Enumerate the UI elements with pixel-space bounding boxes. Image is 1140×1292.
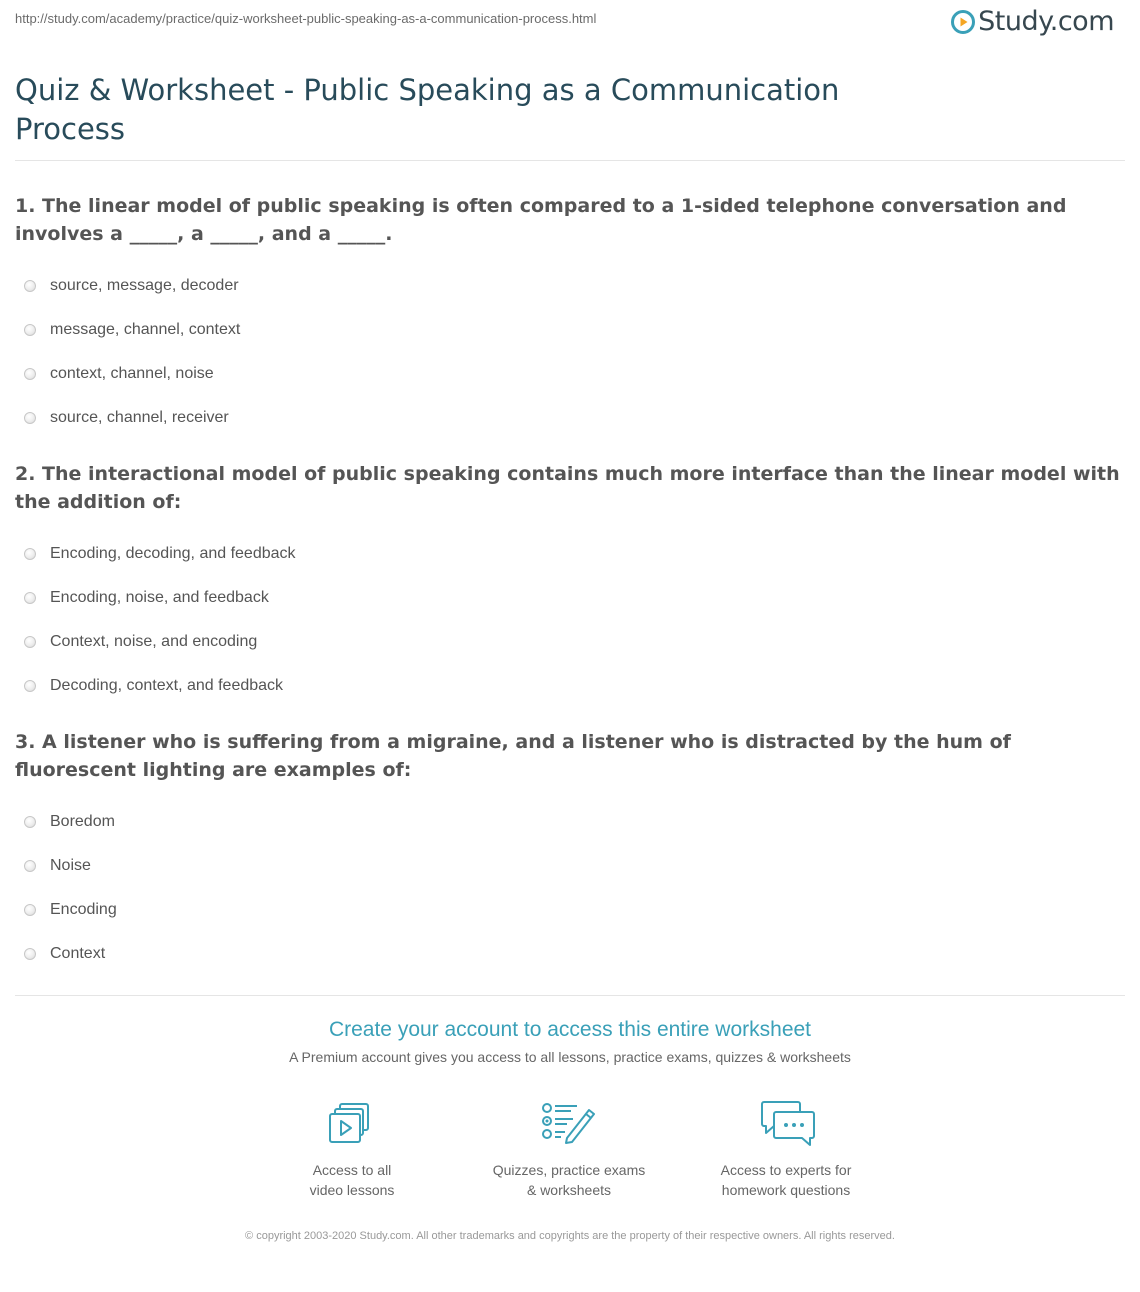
- answer-label: Context, noise, and encoding: [50, 633, 258, 650]
- video-lessons-icon: [320, 1100, 384, 1148]
- answer-label: Context: [50, 945, 106, 962]
- answer-option[interactable]: [15, 264, 1125, 308]
- answer-label: source, channel, receiver: [50, 409, 229, 426]
- answer-label: Noise: [50, 857, 91, 874]
- answer-label: context, channel, noise: [50, 365, 214, 382]
- radio-button[interactable]: [24, 948, 36, 960]
- feature-experts: [686, 1100, 886, 1200]
- radio-button[interactable]: [24, 816, 36, 828]
- question-text: 3. A listener who is suffering from a migraine, and a listener who is distracted by the hum of fluorescent lighting are examples of:: [15, 731, 1011, 781]
- copyright-text: © copyright 2003-2020 Study.com. All other trademarks and copyrights are the property of their respective owners. All rights reserved.: [245, 1230, 895, 1242]
- page-title: Quiz & Worksheet - Public Speaking as a Communication Process: [15, 73, 840, 146]
- quiz-checklist-icon: [537, 1100, 601, 1148]
- radio-button[interactable]: [24, 324, 36, 336]
- radio-button[interactable]: [24, 860, 36, 872]
- answer-list: [15, 264, 1125, 440]
- answer-label: message, channel, context: [50, 321, 241, 338]
- radio-button[interactable]: [24, 280, 36, 292]
- answer-option[interactable]: [15, 844, 1125, 888]
- question-text: 1. The linear model of public speaking is often compared to a 1-sided telephone conversation and involves a _____, a _____, and a _____.: [15, 195, 1067, 245]
- answer-label: source, message, decoder: [50, 277, 239, 294]
- radio-button[interactable]: [24, 680, 36, 692]
- question-2: [15, 460, 1125, 708]
- cta-subtitle: A Premium account gives you access to all lessons, practice exams, quizzes & worksheets: [289, 1049, 851, 1065]
- create-account-link[interactable]: Create your account to access this entire worksheet: [328, 1018, 812, 1041]
- feature-label: Access to all video lessons: [309, 1162, 395, 1198]
- answer-label: Boredom: [50, 813, 115, 830]
- feature-video-lessons: [252, 1100, 452, 1200]
- answer-option[interactable]: [15, 888, 1125, 932]
- answer-option[interactable]: [15, 932, 1125, 976]
- section-divider: [15, 995, 1125, 996]
- feature-label: Quizzes, practice exams & worksheets: [492, 1162, 646, 1198]
- answer-list: [15, 532, 1125, 708]
- answer-option[interactable]: [15, 396, 1125, 440]
- play-circle-icon: [951, 10, 975, 34]
- radio-button[interactable]: [24, 412, 36, 424]
- logo-text: Study.com: [978, 6, 1114, 37]
- answer-label: Encoding, noise, and feedback: [50, 589, 269, 606]
- answer-list: [15, 800, 1125, 976]
- page-url: http://study.com/academy/practice/quiz-worksheet-public-speaking-as-a-communication-process.html: [15, 11, 597, 26]
- feature-label: Access to experts for homework questions: [720, 1162, 852, 1198]
- radio-button[interactable]: [24, 636, 36, 648]
- feature-quizzes: [469, 1100, 669, 1200]
- question-text: 2. The interactional model of public speaking contains much more interface than the linear model with the addition of:: [15, 463, 1120, 513]
- chat-bubbles-icon: [754, 1100, 818, 1148]
- radio-button[interactable]: [24, 904, 36, 916]
- radio-button[interactable]: [24, 548, 36, 560]
- study-logo[interactable]: [951, 6, 1114, 37]
- answer-option[interactable]: [15, 800, 1125, 844]
- answer-label: Encoding, decoding, and feedback: [50, 545, 296, 562]
- answer-option[interactable]: [15, 532, 1125, 576]
- answer-option[interactable]: [15, 664, 1125, 708]
- answer-option[interactable]: [15, 308, 1125, 352]
- radio-button[interactable]: [24, 368, 36, 380]
- question-3: [15, 728, 1125, 976]
- answer-label: Decoding, context, and feedback: [50, 677, 284, 694]
- title-divider: [15, 160, 1125, 161]
- radio-button[interactable]: [24, 592, 36, 604]
- answer-option[interactable]: [15, 620, 1125, 664]
- answer-label: Encoding: [50, 901, 117, 918]
- answer-option[interactable]: [15, 576, 1125, 620]
- answer-option[interactable]: [15, 352, 1125, 396]
- question-1: [15, 192, 1125, 440]
